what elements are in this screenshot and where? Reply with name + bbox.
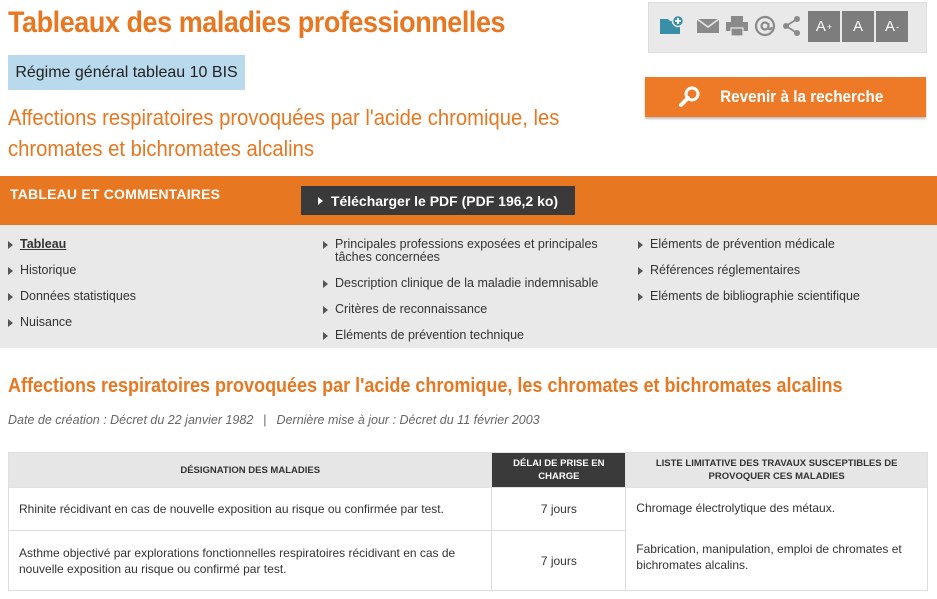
tab-navigation — [0, 225, 937, 348]
font-decrease-button[interactable]: A - — [876, 11, 908, 42]
font-normal-button[interactable]: A — [842, 11, 874, 42]
delai-cell: 7 jours — [492, 488, 626, 531]
regime-badge: Régime général tableau 10 BIS — [8, 55, 245, 90]
triangle-right-icon — [323, 306, 328, 314]
search-icon — [679, 86, 701, 108]
triangle-right-icon — [323, 280, 328, 288]
header-travaux: LISTE LIMITATIVE DES TRAVAUX SUSCEPTIBLES DE PROVOQUER CES MALADIES — [626, 453, 928, 488]
back-to-search-button[interactable] — [645, 77, 926, 117]
download-pdf-button[interactable] — [301, 186, 575, 215]
travaux-item: Fabrication, manipulation, emploi de chromates et bichromates alcalins. — [636, 542, 902, 572]
header-designation: DÉSIGNATION DES MALADIES — [9, 453, 492, 488]
triangle-right-icon — [638, 267, 643, 275]
nav-item-description-clinique[interactable]: Description clinique de la maladie indemnisable — [323, 277, 598, 290]
creation-date: Date de création : Décret du 22 janvier 1982 — [8, 413, 254, 427]
travaux-item: Chromage électrolytique des métaux. — [636, 501, 836, 515]
nav-item-donnees-statistiques[interactable]: Données statistiques — [8, 290, 136, 303]
nav-item-prevention-technique[interactable]: Eléments de prévention technique — [323, 329, 524, 342]
triangle-right-icon — [8, 319, 13, 327]
nav-item-tableau[interactable]: Tableau — [8, 238, 66, 251]
maladie-cell: Rhinite récidivant en cas de nouvelle exposition au risque ou confirmée par test. — [9, 488, 492, 531]
section-band — [0, 176, 937, 225]
dates-line — [8, 413, 540, 427]
share-icon[interactable] — [779, 13, 805, 39]
triangle-right-icon — [638, 241, 643, 249]
triangle-right-icon — [638, 293, 643, 301]
triangle-right-icon — [318, 197, 323, 205]
nav-item-historique[interactable]: Historique — [8, 264, 76, 277]
triangle-right-icon — [8, 267, 13, 275]
triangle-right-icon — [8, 293, 13, 301]
nav-item-bibliographie[interactable]: Eléments de bibliographie scientifique — [638, 290, 860, 303]
print-icon[interactable] — [724, 13, 750, 39]
nav-item-criteres[interactable]: Critères de reconnaissance — [323, 303, 487, 316]
mail-icon[interactable] — [695, 13, 721, 39]
maladie-cell: Asthme objectivé par explorations fonctionnelles respiratoires récidivant en cas de nouvelle exposition au risque ou confirmé par test. — [9, 531, 492, 591]
toolbar — [648, 2, 927, 53]
band-title: TABLEAU ET COMMENTAIRES — [10, 186, 221, 202]
download-pdf-label: Télécharger le PDF (PDF 196,2 ko) — [330, 192, 559, 209]
page-subtitle: Affections respiratoires provoquées par l'acide chromique, les chromates et bichromates alcalins — [8, 105, 560, 161]
update-date: Dernière mise à jour : Décret du 11 février 2003 — [276, 413, 540, 427]
disease-table — [8, 452, 928, 591]
travaux-cell — [626, 488, 928, 591]
section-title: Affections respiratoires provoquées par l'acide chromique, les chromates et bichromates alcalins — [8, 375, 843, 397]
back-to-search-label: Revenir à la recherche — [719, 87, 884, 106]
triangle-right-icon — [323, 332, 328, 340]
nav-item-professions[interactable]: Principales professions exposées et principales tâches concernées — [323, 238, 623, 264]
triangle-right-icon — [323, 241, 328, 249]
triangle-right-icon — [8, 241, 13, 249]
dates-separator: | — [263, 413, 267, 427]
delai-cell: 7 jours — [492, 531, 626, 591]
table-row — [9, 488, 928, 531]
nav-item-references[interactable]: Références réglementaires — [638, 264, 800, 277]
folder-add-icon[interactable] — [659, 13, 685, 39]
page-title: Tableaux des maladies professionnelles — [8, 6, 506, 39]
header-delai: DÉLAI DE PRISE EN CHARGE — [492, 453, 626, 488]
nav-item-prevention-medicale[interactable]: Eléments de prévention médicale — [638, 238, 835, 251]
font-increase-button[interactable]: A + — [808, 11, 840, 42]
nav-item-nuisance[interactable]: Nuisance — [8, 316, 72, 329]
table-header-row — [9, 453, 928, 488]
at-icon[interactable] — [752, 13, 778, 39]
